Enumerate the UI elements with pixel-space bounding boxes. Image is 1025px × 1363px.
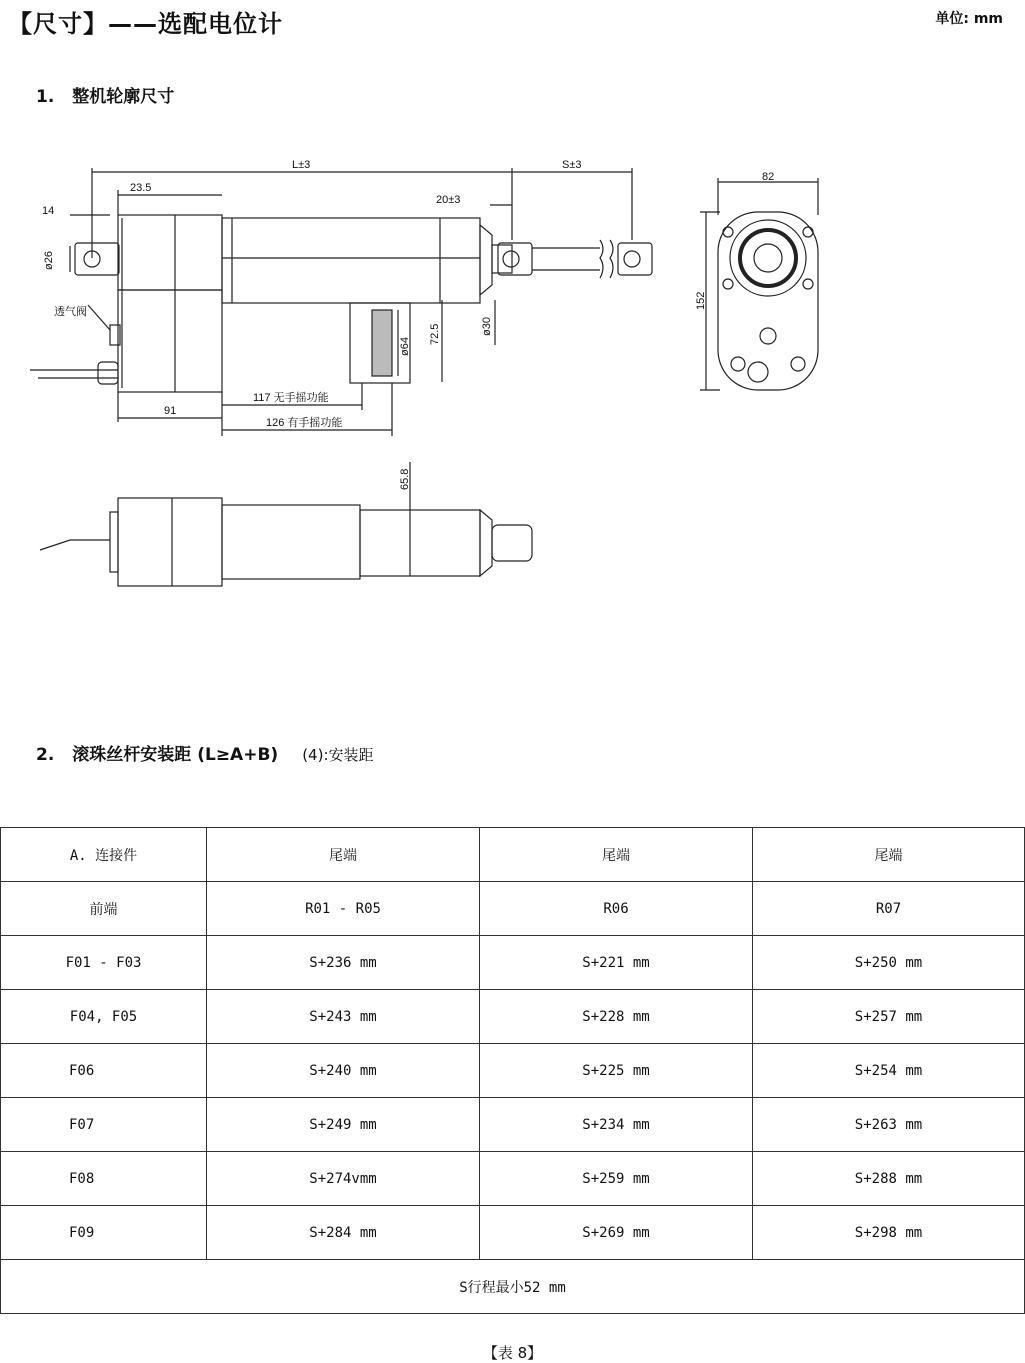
table-subheader-row: [1, 882, 1025, 936]
section-2-number: 2.: [36, 745, 55, 765]
front-cap: [480, 225, 492, 295]
section-1-number: 1.: [36, 87, 55, 107]
table-header-cell: 尾端: [207, 828, 480, 882]
value-cell: S+236 mm: [207, 936, 480, 990]
outer-tube: [222, 218, 480, 303]
section-2-title: 滚珠丝杆安装距 (L≥A+B): [72, 745, 279, 765]
value-cell: S+249 mm: [207, 1098, 480, 1152]
front-connector-cell: F06: [1, 1044, 207, 1098]
dim-72-5: 72.5: [429, 323, 441, 345]
extended-clevis: [618, 243, 652, 275]
value-cell: S+240 mm: [207, 1044, 480, 1098]
dim-65-8: 65.8: [399, 468, 411, 490]
front-connector-cell: F04, F05: [1, 990, 207, 1044]
table-row: [1, 1044, 1025, 1098]
dim-152: 152: [695, 291, 707, 310]
dim-L: L±3: [292, 159, 311, 171]
end-view-housing: [718, 212, 818, 390]
top-view-clevis: [492, 525, 532, 561]
front-connector-cell: F01 - F03: [1, 936, 207, 990]
table-header-cell: 尾端: [753, 828, 1025, 882]
table-subheader-cell: R07: [753, 882, 1025, 936]
value-cell: S+259 mm: [480, 1152, 753, 1206]
table-footer-row: [1, 1260, 1025, 1314]
dim-91: 91: [164, 405, 177, 417]
table-row: [1, 1152, 1025, 1206]
section-2-note: (4):安装距: [302, 746, 374, 764]
dim-d64: ø64: [399, 337, 411, 356]
value-cell: S+228 mm: [480, 990, 753, 1044]
top-view-potentiometer-housing: [360, 510, 480, 576]
inner-rod: [492, 245, 512, 273]
vent-label: 透气阀: [54, 306, 87, 318]
dim-126: 126 有手摇功能: [266, 417, 343, 429]
front-connector-cell: F09: [1, 1206, 207, 1260]
top-view-motor: [118, 498, 222, 586]
stroke-minimum-note: S行程最小52 mm: [1, 1260, 1025, 1314]
dimension-drawing: [0, 140, 1025, 610]
dim-117: 117 无手摇功能: [253, 392, 329, 404]
dim-82: 82: [762, 171, 775, 183]
front-connector-cell: F07: [1, 1098, 207, 1152]
table-row: [1, 1206, 1025, 1260]
install-distance-table: [0, 827, 1025, 1314]
dim-d30: ø30: [481, 317, 493, 336]
value-cell: S+243 mm: [207, 990, 480, 1044]
table-row: [1, 1098, 1025, 1152]
end-view-center-hole: [760, 328, 776, 344]
table-header-row: [1, 828, 1025, 882]
value-cell: S+254 mm: [753, 1044, 1025, 1098]
table-row: [1, 936, 1025, 990]
table-header-cell: A. 连接件: [1, 828, 207, 882]
value-cell: S+225 mm: [480, 1044, 753, 1098]
table-subheader-cell: R06: [480, 882, 753, 936]
dim-d26: ø26: [43, 251, 55, 270]
dim-20: 20±3: [436, 194, 461, 206]
potentiometer-knob: [372, 310, 392, 376]
top-view-tube: [222, 505, 360, 579]
section-2-heading: [36, 740, 374, 765]
value-cell: S+298 mm: [753, 1206, 1025, 1260]
value-cell: S+250 mm: [753, 936, 1025, 990]
value-cell: S+288 mm: [753, 1152, 1025, 1206]
top-view-cable: [40, 540, 110, 550]
extended-mount-hole: [624, 251, 640, 267]
value-cell: S+284 mm: [207, 1206, 480, 1260]
value-cell: S+274vmm: [207, 1152, 480, 1206]
section-1-title: 整机轮廓尺寸: [72, 87, 175, 107]
front-mount-hole: [503, 251, 519, 267]
value-cell: S+263 mm: [753, 1098, 1025, 1152]
unit-label: 单位: mm: [935, 11, 1003, 27]
section-1-heading: [36, 82, 174, 107]
table-caption: 【表 8】: [482, 1344, 543, 1362]
table-row: [1, 990, 1025, 1044]
value-cell: S+257 mm: [753, 990, 1025, 1044]
table-subheader-cell: 前端: [1, 882, 207, 936]
value-cell: S+221 mm: [480, 936, 753, 990]
table-subheader-cell: R01 - R05: [207, 882, 480, 936]
rear-clevis: [75, 243, 119, 275]
table-header-cell: 尾端: [480, 828, 753, 882]
gear-housing: [118, 215, 222, 290]
dim-S: S±3: [562, 159, 582, 171]
value-cell: S+269 mm: [480, 1206, 753, 1260]
dim-23-5: 23.5: [130, 182, 152, 194]
page-title: 【尺寸】——选配电位计: [8, 10, 283, 38]
front-connector-cell: F08: [1, 1152, 207, 1206]
value-cell: S+234 mm: [480, 1098, 753, 1152]
dim-14: 14: [42, 205, 55, 217]
motor-body: [118, 290, 222, 392]
